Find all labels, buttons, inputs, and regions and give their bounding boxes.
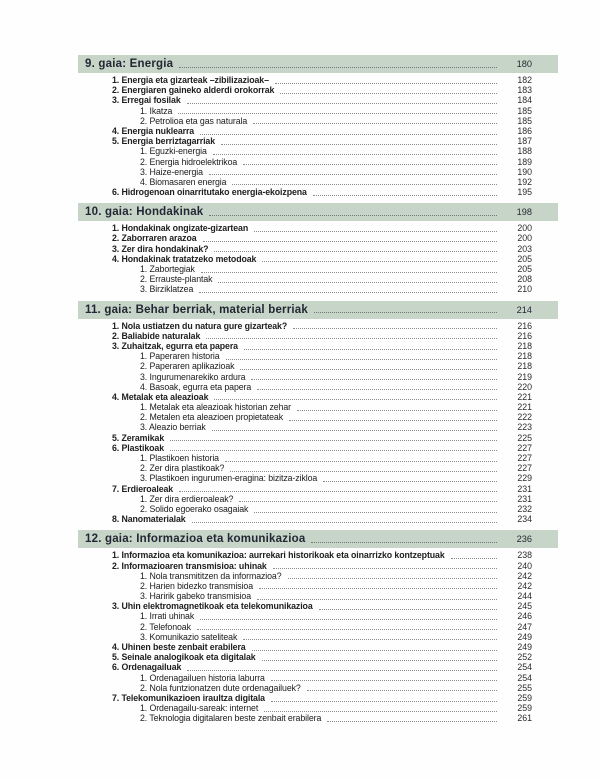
toc-entry-page: 221 <box>517 402 532 413</box>
toc-entry-page: 192 <box>517 176 532 187</box>
toc-entry-page: 189 <box>517 156 532 167</box>
toc-entry-page: 245 <box>517 601 532 612</box>
dotted-leader <box>327 715 497 722</box>
dotted-leader <box>297 404 497 411</box>
dotted-leader <box>179 61 497 68</box>
toc-entry-label: 2. Solido egoerako osagaiak <box>140 503 249 514</box>
toc-entry-page: 205 <box>517 264 532 274</box>
dotted-leader <box>451 552 497 559</box>
toc-entry-label: 3. Haririk gabeko transmisioa <box>140 591 252 602</box>
toc-entry-label: 1. Plastikoen historia <box>140 453 219 463</box>
toc <box>78 55 558 730</box>
toc-entry <box>78 453 558 463</box>
toc-entry <box>78 244 558 254</box>
toc-entry-label: 2. Harien bidezko transmisioa <box>140 580 253 591</box>
dotted-leader <box>313 189 497 196</box>
toc-entry-label: 2. Baliabide naturalak <box>112 330 201 341</box>
toc-entry <box>78 136 558 146</box>
toc-entry-page: 249 <box>517 631 532 642</box>
toc-chapter <box>78 530 558 723</box>
toc-entry-page: 208 <box>517 274 532 285</box>
toc-entry-label: 5. Energia berriztagarriak <box>112 136 216 147</box>
dotted-leader <box>253 117 497 124</box>
toc-entry-label: 2. Metalen eta aleazioen propietateak <box>140 412 284 423</box>
dotted-leader <box>218 276 497 283</box>
toc-entry <box>78 662 558 672</box>
toc-entry-label: 4. Uhinen beste zenbait erabilera <box>112 642 246 652</box>
toc-entry-label: 1. Ordenagailu-sareak: internet <box>140 703 259 714</box>
dotted-leader <box>214 393 497 400</box>
toc-entry-page: 247 <box>517 621 532 632</box>
toc-entry <box>78 264 558 274</box>
toc-entry <box>78 422 558 432</box>
dotted-leader <box>257 593 497 600</box>
dotted-leader <box>203 235 497 242</box>
dotted-leader <box>254 225 497 232</box>
toc-entry-page: 222 <box>517 412 532 423</box>
dotted-leader <box>226 353 497 360</box>
chapter-page-number: 198 <box>516 207 532 218</box>
toc-entry <box>78 683 558 693</box>
toc-entry <box>78 146 558 156</box>
toc-entry-page: 200 <box>517 223 532 234</box>
toc-entry-page: 184 <box>517 95 532 106</box>
dotted-leader <box>254 506 497 513</box>
toc-entry <box>78 331 558 341</box>
toc-entry-page: 254 <box>517 672 532 683</box>
toc-entry-page: 225 <box>517 432 532 443</box>
toc-entry-label: 1. Hondakinak ongizate-gizartean <box>112 223 249 234</box>
dotted-leader <box>271 674 497 681</box>
toc-chapter <box>78 55 558 197</box>
toc-entry-page: 252 <box>517 652 532 663</box>
toc-entry-page: 240 <box>517 560 532 571</box>
toc-entry-page: 185 <box>517 105 532 116</box>
dotted-leader <box>199 286 497 293</box>
toc-entry-label: 4. Energia nuklearra <box>112 125 195 136</box>
dotted-leader <box>214 245 497 252</box>
toc-entry <box>78 274 558 284</box>
toc-entry-label: 3. Haize-energia <box>140 166 203 177</box>
toc-entry-label: 3. Uhin elektromagnetikoak eta telekomunikazioa <box>112 601 313 612</box>
toc-entry <box>78 157 558 167</box>
dotted-leader <box>212 424 497 431</box>
toc-entry <box>78 463 558 473</box>
chapter-title: 11. gaia: Behar berriak, material berriak <box>85 303 308 316</box>
toc-entry-page: 205 <box>517 253 532 264</box>
toc-entry-page: 182 <box>517 75 532 85</box>
toc-entry-page: 218 <box>517 351 532 362</box>
toc-entry-label: 3. Komunikazio sateliteak <box>140 631 238 642</box>
dotted-leader <box>252 644 497 651</box>
dotted-leader <box>311 536 497 543</box>
toc-entry-label: 3. Zuhaitzak, egurra eta papera <box>112 340 238 351</box>
toc-entry-page: 219 <box>517 371 532 382</box>
chapter-heading-bar <box>78 55 558 73</box>
toc-entry <box>78 126 558 136</box>
toc-entry <box>78 392 558 402</box>
toc-entry-page: 227 <box>517 442 532 453</box>
chapter-page-number: 236 <box>516 534 532 545</box>
dotted-leader <box>213 148 497 155</box>
toc-entry-page: 231 <box>517 483 532 494</box>
toc-entry-label: 2. Zaborraren arazoa <box>112 233 197 244</box>
toc-entry-page: 255 <box>517 682 532 693</box>
toc-entry-page: 186 <box>517 125 532 136</box>
toc-entry-label: 3. Aleazio berriak <box>140 422 206 433</box>
chapter-page-number: 214 <box>516 304 532 315</box>
dotted-leader <box>257 383 497 390</box>
toc-entry-label: 6. Hidrogenoan oinarritutako energia-ekoizpena <box>112 187 307 198</box>
toc-entry-page: 254 <box>517 662 532 673</box>
toc-entry <box>78 341 558 351</box>
dotted-leader <box>307 684 497 691</box>
chapter-entries <box>78 550 558 723</box>
toc-entry-page: 249 <box>517 642 532 652</box>
toc-entry <box>78 351 558 361</box>
toc-entry-label: 4. Hondakinak tratatzeko metodoak <box>112 253 257 264</box>
dotted-leader <box>323 475 497 482</box>
chapter-entries <box>78 75 558 197</box>
toc-entry <box>78 703 558 713</box>
toc-entry <box>78 233 558 243</box>
dotted-leader <box>187 97 497 104</box>
dotted-leader <box>293 322 497 329</box>
toc-entry-label: 1. Metalak eta aleazioak historian zehar <box>140 402 292 413</box>
toc-entry-label: 1. Nola ustiatzen du natura gure gizarteak? <box>112 320 288 331</box>
toc-entry-label: 2. Zer dira plastikoak? <box>140 463 225 474</box>
toc-chapter <box>78 203 558 294</box>
dotted-leader <box>273 562 497 569</box>
toc-entry-page: 195 <box>517 187 532 198</box>
toc-entry-page: 227 <box>517 463 532 474</box>
toc-entry <box>78 632 558 642</box>
toc-entry-page: 242 <box>517 570 532 581</box>
toc-entry-label: 1. Paperaren historia <box>140 351 220 362</box>
toc-entry-page: 200 <box>517 233 532 244</box>
toc-entry <box>78 254 558 264</box>
toc-entry-page: 238 <box>517 550 532 561</box>
toc-entry-page: 203 <box>517 243 532 254</box>
toc-entry <box>78 652 558 662</box>
dotted-leader <box>314 306 497 313</box>
dotted-leader <box>243 158 497 165</box>
dotted-leader <box>239 495 497 502</box>
chapter-heading-bar <box>78 301 558 319</box>
chapter-title: 12. gaia: Informazioa eta komunikazioa <box>85 533 306 546</box>
toc-entry <box>78 361 558 371</box>
toc-entry-label: 3. Zer dira hondakinak? <box>112 243 209 254</box>
toc-entry <box>78 473 558 483</box>
chapter-heading-bar <box>78 203 558 221</box>
toc-entry <box>78 622 558 632</box>
toc-entry <box>78 642 558 652</box>
toc-entry-label: 1. Irrati uhinak <box>140 611 195 622</box>
toc-entry-page: 218 <box>517 340 532 351</box>
toc-entry-page: 246 <box>517 611 532 622</box>
toc-entry <box>78 581 558 591</box>
dotted-leader <box>170 444 497 451</box>
toc-entry-page: 261 <box>517 713 532 724</box>
toc-entry <box>78 321 558 331</box>
toc-entry-page: 218 <box>517 361 532 372</box>
dotted-leader <box>192 516 497 523</box>
dotted-leader <box>259 582 497 589</box>
toc-entry-page: 221 <box>517 391 532 402</box>
dotted-leader <box>262 654 497 661</box>
dotted-leader <box>271 695 497 702</box>
toc-entry-label: 1. Energia eta gizarteak –zibilizazioak– <box>112 75 269 85</box>
toc-entry <box>78 402 558 412</box>
dotted-leader <box>197 623 497 630</box>
toc-entry-label: 7. Erdieroaleak <box>112 483 174 494</box>
toc-entry <box>78 693 558 703</box>
toc-entry-label: 1. Ikatza <box>140 105 173 116</box>
dotted-leader <box>262 255 497 262</box>
toc-entry <box>78 95 558 105</box>
toc-entry-page: 242 <box>517 580 532 591</box>
toc-entry-page: 187 <box>517 136 532 147</box>
toc-entry-label: 1. Eguzki-energia <box>140 146 207 157</box>
dotted-leader <box>170 434 497 441</box>
dotted-leader <box>201 266 497 273</box>
toc-entry-label: 2. Errauste-plantak <box>140 274 213 285</box>
dotted-leader <box>200 613 497 620</box>
toc-entry-label: 4. Metalak eta aleazioak <box>112 391 209 402</box>
dotted-leader <box>288 572 497 579</box>
toc-entry <box>78 223 558 233</box>
toc-entry <box>78 611 558 621</box>
toc-entry <box>78 601 558 611</box>
toc-entry-label: 3. Plastikoen ingurumen-eragina: bizitza-zikloa <box>140 473 318 484</box>
chapter-page-number: 180 <box>516 59 532 69</box>
dotted-leader <box>225 455 497 462</box>
dotted-leader <box>209 209 497 216</box>
toc-entry-label: 4. Biomasaren energia <box>140 176 227 187</box>
dotted-leader <box>221 138 497 145</box>
toc-entry-page: 210 <box>517 284 532 295</box>
dotted-leader <box>179 485 497 492</box>
dotted-leader <box>232 178 497 185</box>
toc-entry-label: 2. Telefonoak <box>140 621 191 632</box>
toc-entry-page: 244 <box>517 591 532 602</box>
toc-entry <box>78 494 558 504</box>
toc-entry-label: 1. Informazioa eta komunikazioa: aurrekari historikoak eta oinarrizko kontzeptuak <box>112 550 445 561</box>
toc-entry <box>78 514 558 524</box>
toc-entry-label: 2. Petrolioa eta gas naturala <box>140 115 248 126</box>
dotted-leader <box>209 168 497 175</box>
toc-entry-label: 3. Erregai fosilak <box>112 95 181 106</box>
toc-entry-label: 1. Ordenagailuen historia laburra <box>140 672 265 683</box>
toc-entry-label: 2. Energiaren gaineko alderdi orokorrak <box>112 85 275 96</box>
toc-entry <box>78 443 558 453</box>
toc-entry-label: 2. Energia hidroelektrikoa <box>140 156 238 167</box>
toc-entry <box>78 713 558 723</box>
toc-entry-label: 1. Nola transmititzen da informazioa? <box>140 570 282 581</box>
toc-entry <box>78 284 558 294</box>
toc-entry-page: 216 <box>517 330 532 341</box>
toc-entry <box>78 382 558 392</box>
toc-entry-page: 259 <box>517 692 532 703</box>
dotted-leader <box>230 465 497 472</box>
toc-entry <box>78 433 558 443</box>
toc-entry-page: 183 <box>517 85 532 96</box>
toc-entry <box>78 504 558 514</box>
toc-entry <box>78 177 558 187</box>
toc-entry <box>78 484 558 494</box>
toc-chapter <box>78 301 558 525</box>
toc-entry-label: 7. Telekomunikazioen iraultza digitala <box>112 692 265 703</box>
dotted-leader <box>280 87 497 94</box>
toc-entry-label: 2. Informazioaren transmisioa: uhinak <box>112 560 267 571</box>
toc-entry <box>78 106 558 116</box>
dotted-leader <box>243 633 497 640</box>
toc-entry <box>78 571 558 581</box>
toc-entry-page: 223 <box>517 422 532 433</box>
toc-entry-page: 227 <box>517 453 532 463</box>
dotted-leader <box>200 128 497 135</box>
toc-entry <box>78 85 558 95</box>
toc-entry-page: 229 <box>517 473 532 484</box>
dotted-leader <box>187 664 497 671</box>
toc-entry-page: 185 <box>517 115 532 126</box>
toc-entry <box>78 75 558 85</box>
toc-entry-label: 1. Zabortegiak <box>140 264 195 274</box>
toc-entry-page: 234 <box>517 514 532 525</box>
toc-entry-label: 3. Ingurumenarekiko ardura <box>140 371 246 382</box>
toc-entry-label: 5. Zeramikak <box>112 432 165 443</box>
toc-entry <box>78 187 558 197</box>
toc-entry <box>78 591 558 601</box>
toc-entry-label: 3. Birziklatzea <box>140 284 194 295</box>
dotted-leader <box>275 77 497 84</box>
toc-entry <box>78 561 558 571</box>
dotted-leader <box>240 363 497 370</box>
toc-entry-label: 5. Seinale analogikoak eta digitalak <box>112 652 256 663</box>
dotted-leader <box>206 332 497 339</box>
toc-entry-page: 259 <box>517 703 532 714</box>
toc-entry-page: 232 <box>517 503 532 514</box>
dotted-leader <box>264 705 497 712</box>
dotted-leader <box>251 373 497 380</box>
chapter-entries <box>78 223 558 294</box>
toc-entry-page: 231 <box>517 493 532 504</box>
toc-entry-label: 2. Nola funtzionatzen dute ordenagailuek? <box>140 682 301 693</box>
chapter-entries <box>78 321 558 525</box>
toc-entry-label: 4. Basoak, egurra eta papera <box>140 381 252 392</box>
chapter-heading-bar <box>78 530 558 548</box>
dotted-leader <box>244 343 497 350</box>
toc-entry-page: 188 <box>517 146 532 157</box>
toc-entry-page: 190 <box>517 166 532 177</box>
toc-entry-label: 6. Plastikoak <box>112 442 165 453</box>
dotted-leader <box>319 603 497 610</box>
toc-entry-label: 6. Ordenagailuak <box>112 662 182 673</box>
chapter-title: 10. gaia: Hondakinak <box>85 206 204 219</box>
toc-entry-label: 8. Nanomaterialak <box>112 514 186 525</box>
toc-entry <box>78 550 558 560</box>
toc-entry <box>78 673 558 683</box>
toc-entry <box>78 116 558 126</box>
dotted-leader <box>289 414 497 421</box>
toc-entry <box>78 372 558 382</box>
toc-entry-page: 220 <box>517 381 532 392</box>
toc-entry-page: 216 <box>517 320 532 331</box>
toc-entry <box>78 167 558 177</box>
dotted-leader <box>178 107 497 114</box>
toc-entry-label: 2. Paperaren aplikazioak <box>140 361 235 372</box>
chapter-title: 9. gaia: Energia <box>85 58 174 70</box>
toc-entry <box>78 412 558 422</box>
toc-entry-label: 2. Teknologia digitalaren beste zenbait erabilera <box>140 713 322 724</box>
toc-entry-label: 1. Zer dira erdieroaleak? <box>140 493 234 504</box>
